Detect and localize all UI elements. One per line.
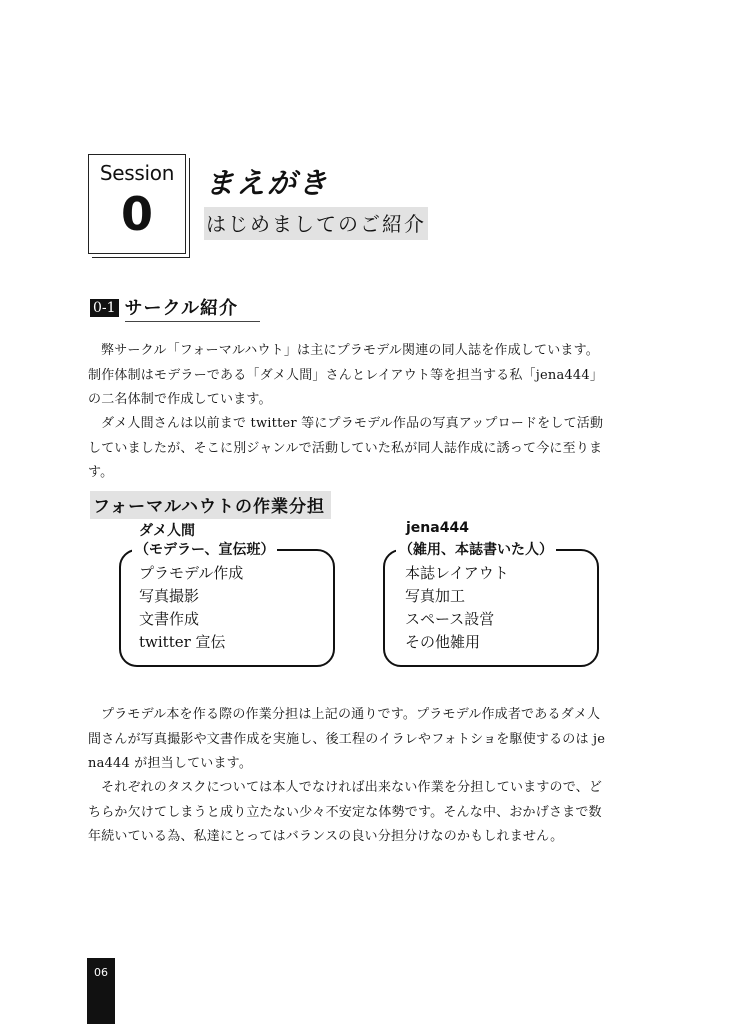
intro-paragraph-1: 弊サークル「フォーマルハウト」は主にプラモデル関連の同人誌を作成しています。制作体制はモデラーである「ダメ人間」さんとレイアウト等を担当する私「jena444」の二名体制で作成しています。	[88, 343, 604, 407]
chapter-title: まえがき	[205, 166, 330, 200]
closing-paragraph-1: プラモデル本を作る際の作業分担は上記の通りです。プラモデル作成者であるダメ人間さんが写真撮影や文書作成を実施し、後工程のイラレやフォトショを駆使するのは jena444 が担当しています。	[88, 707, 606, 771]
member-task: 写真撮影	[139, 587, 200, 605]
section-heading	[90, 294, 260, 322]
section-number: 0-1	[90, 299, 119, 317]
member-task: 本誌レイアウト	[405, 564, 509, 582]
member-name: ダメ人間	[139, 523, 195, 539]
session-number: 0	[120, 187, 153, 241]
member-task: スペース設営	[405, 610, 495, 628]
member-role: （雑用、本誌書いた人）	[396, 539, 556, 559]
intro-paragraph-2: ダメ人間さんは以前まで twitter 等にプラモデル作品の写真アップロードをして活動していましたが、そこに別ジャンルで活動していた私が同人誌作成に誘って今に至ります。	[88, 416, 604, 480]
roles-heading: フォーマルハウトの作業分担	[90, 491, 331, 519]
member-task: 文書作成	[139, 610, 200, 628]
chapter-subtitle: はじめましてのご紹介	[204, 207, 428, 240]
member-task: 写真加工	[405, 587, 466, 605]
member-role: （モデラー、宣伝班）	[132, 539, 277, 559]
session-box	[88, 154, 186, 254]
session-label: Session	[99, 161, 175, 185]
member-task: twitter 宣伝	[139, 633, 226, 651]
page-footer-bar	[87, 958, 115, 1024]
member-task: プラモデル作成	[139, 564, 244, 582]
section-title: サークル紹介	[125, 294, 260, 322]
member-task-list	[405, 562, 509, 654]
page-number: 06	[94, 966, 108, 979]
closing-paragraph-2: それぞれのタスクについては本人でなければ出来ない作業を分担していますので、どちらか欠けてしまうと成り立たない少々不安定な体勢です。そんな中、おかげさまで数年続いている為、私達にとってはバランスの良い分担分けなのかもしれません。	[88, 780, 603, 844]
member-task-list	[139, 562, 243, 654]
member-name: jena444	[406, 520, 469, 536]
member-task: その他雑用	[405, 633, 481, 651]
